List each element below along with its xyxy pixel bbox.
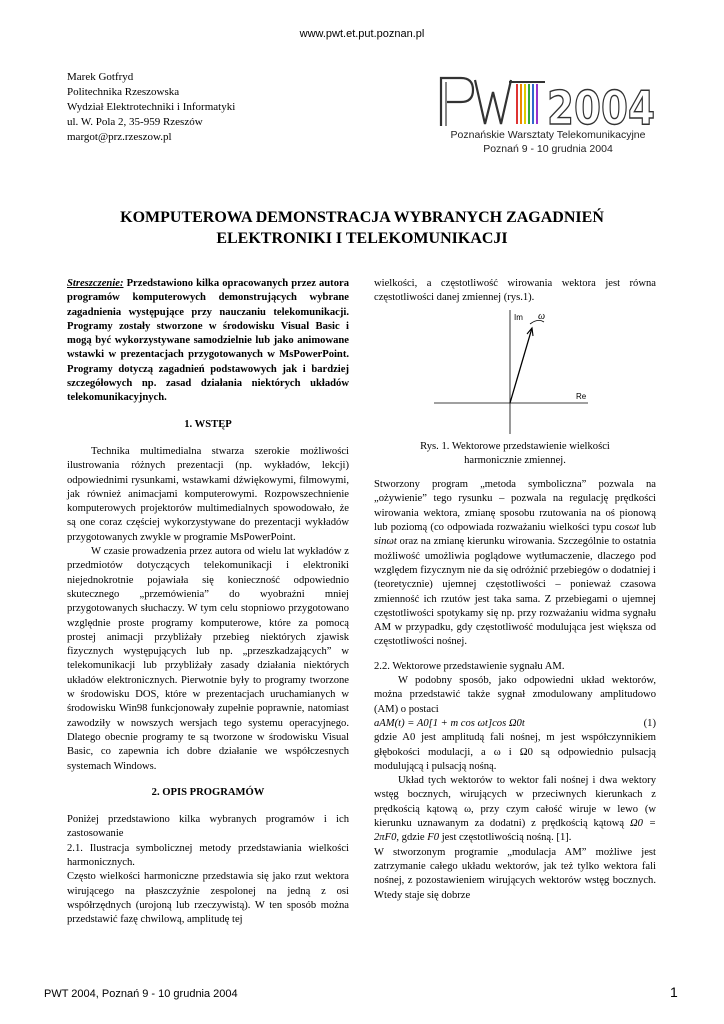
axis-label-im: Im: [514, 312, 523, 322]
right-paragraph-6: W stworzonym programie „modulacja AM” możliwe jest zatrzymanie całego układu wektorów, jak też tylko wektora fali nośnej, z pozostawieniem wirujących wektorów wstęg bocznych. Wtedy staje się dobrze: [374, 846, 656, 901]
author-email: margot@prz.rzeszow.pl: [67, 131, 172, 143]
left-column: [67, 277, 349, 927]
rotating-vector: [510, 328, 532, 403]
cos-expression: cosωt: [614, 522, 640, 534]
am-equation: aAM(t) = A0[1 + m cos ωt]cos Ω0t: [374, 717, 525, 729]
author-address: ul. W. Pola 2, 35-959 Rzeszów: [67, 116, 203, 128]
phasor-diagram: [374, 306, 656, 436]
header-url: www.pwt.et.put.poznan.pl: [299, 28, 425, 40]
abstract: [67, 277, 349, 406]
author-name: Marek Gotfryd: [67, 71, 134, 83]
equation-1: [374, 717, 656, 731]
section-heading-programs: 2. OPIS PROGRAMÓW: [151, 786, 265, 798]
section-heading-intro: 1. WSTĘP: [184, 418, 232, 430]
author-affiliation: Politechnika Rzeszowska: [67, 86, 180, 98]
carrier-frequency-symbol: F0: [427, 832, 440, 844]
right-paragraph-5-part-a: Układ tych wektorów to wektor fali nośnej i dwa wektory wstęg bocznych, wirujących w przeciwnych kierunkach z prędkością kątową ω, przy czym całość wiruje w lewo (w kierunku uznawanym za dodatni) z prędkością kątową: [374, 775, 656, 830]
figure-caption-line-1: Rys. 1. Wektorowe przedstawienie wielkości: [420, 440, 610, 452]
intro-paragraph-1: Technika multimedialna stwarza szerokie możliwości ilustrowania różnych prezentacji (np. wykładów, lekcji) odpowiednimi rysunkami, wstawkami dźwiękowymi, filmowymi, jak również animacjami komputerowymi. Rozpowszechnienie komputerowych projektorów multimedialnych spowodowało, że są one coraz częściej wykorzystywane do prezentacji wykładów przygotowanych zwykle w programie MsPowerPoint.: [67, 445, 349, 543]
right-paragraph-3: W podobny sposób, jako odpowiedni układ wektorów, można przedstawić także sygnał zmodulowany amplitudowo (AM) o postaci: [374, 675, 656, 715]
carrier-pulsation-expression: Ω0 = 2πF0: [374, 818, 656, 844]
right-paragraph-2: [374, 478, 656, 650]
right-paragraph-2-or: lub: [639, 522, 656, 534]
figure-caption-line-2: harmonicznie zmiennej.: [464, 454, 566, 466]
right-column: [374, 277, 656, 903]
right-paragraph-5-part-b: , gdzie: [396, 832, 428, 844]
subsection-2-1-heading: 2.1. Ilustracja symbolicznej metody przedstawiania wielkości harmonicznych.: [67, 842, 349, 868]
author-department: Wydział Elektrotechniki i Informatyki: [67, 101, 236, 113]
paper-title: [40, 207, 684, 249]
axis-label-re: Re: [576, 391, 587, 401]
programs-paragraph-1: Poniżej przedstawiono kilka wybranych programów i ich zastosowanie: [67, 814, 349, 840]
right-paragraph-4: gdzie A0 jest amplitudą fali nośnej, m jest współczynnikiem głębokości modulacji, a ω i Ω0 są odpowiednio pulsacją modulującą i pulsacją nośną.: [374, 732, 656, 772]
right-paragraph-2-part-a: Stworzony program „metoda symboliczna” pozwala na „ożywienie” tego rysunku – pozwala na regulację prędkości wirowania wektora, zmianę sposobu rzutowania na oś pionową lub poziomą (co odpowiada rozważaniu wielkości typu: [374, 479, 656, 534]
right-paragraph-5: [374, 774, 656, 845]
logo-conference-name: Poznańskie Warsztaty Telekomunikacyjne: [450, 129, 646, 141]
abstract-label: Streszczenie:: [67, 278, 124, 289]
right-paragraph-2-part-b: oraz na zmianę kierunku wirowania. Szczególnie to ostatnia możliwość umożliwia poglądowe wytłumaczenie, dlaczego pod względem fizycznym nie da się odróżnić przebiegów o dodatniej i (teoretycznie) ujemnej częstotliwości – ponieważ czasowa zmienność ich rzutów jest taka sama. Z przebiegami o ujemnej częstotliwości spotykamy się np. przy rozważaniu widma sygnału AM w przypadku, gdy częstotliwość modulująca jest większa od częstotliwości nośnej.: [374, 536, 656, 648]
subsection-2-2-heading: 2.2. Wektorowe przedstawienie sygnału AM.: [374, 660, 565, 672]
figure-1: [374, 306, 656, 436]
programs-paragraph-2: Często wielkości harmoniczne przedstawia się jako rzut wektora wirującego na płaszczyźnie zespolonej na jedną z osi współrzędnych (urojoną lub rzeczywistą). W ten sposób można przedstawić fazę chwilową, amplitudę tej: [67, 871, 349, 926]
title-line-2: ELEKTRONIKI I TELEKOMUNIKACJI: [216, 230, 508, 247]
omega-label: ω: [538, 310, 546, 322]
right-paragraph-1: wielkości, a częstotliwość wirowania wektora jest równa częstotliwości danej zmiennej (rys.1).: [374, 278, 656, 304]
abstract-text: Przedstawiono kilka opracowanych przez autora programów komputerowych demonstrujących wybrane zagadnienia występujące przy nauczaniu telekomunikacji. Programy zostały stworzone w środowisku Visual Basic i mogą być wykorzystywane samodzielnie lub jako animowane wstawki w prezentacjach przygotowanych w MsPowerPoint. Programy dotyczą zagadnień podstawowych jak i bardziej szczegółowych np. zasad działania niektórych układów telekomunikacyjnych.: [67, 278, 349, 404]
page-number: 1: [670, 984, 678, 1000]
sin-expression: sinωt: [374, 536, 397, 548]
conference-logo: [433, 62, 663, 172]
logo-year: 2004: [547, 81, 655, 134]
footer-conference: PWT 2004, Poznań 9 - 10 grudnia 2004: [44, 988, 238, 1000]
right-paragraph-5-part-c: jest częstotliwością nośną. [1].: [439, 832, 572, 844]
author-block: [67, 70, 235, 145]
intro-paragraph-2: W czasie prowadzenia przez autora od wielu lat wykładów z przedmiotów dotyczących telekomunikacji i elektroniki niejednokrotnie pojawiała się konieczność odpowiednio skutecznego „przemówienia” do wyobraźni mniej przygotowanych słuchaczy. W tym celu stopniowo przygotowano względnie proste programy komputerowe, które za pomocą prostej animacji przybliżały przebieg niektórych zjawisk fizycznych występujących lub np. „przeszkadzających” w telekomunikacji lub przybliżały zasady działania niektórych układów elektronicznych. Pierwotnie były to programy tworzone w środowisku DOS, które w prezentacjach uruchamianych w środowisku Win98 funkcjonowały zupełnie poprawnie, natomiast zawodziły w nowszych wersjach tego systemu operacyjnego. Dlatego obecnie programy te są tworzone w środowisku Visual Basic, co zapewnia ich dobre działanie we współczesnych systemach Windows.: [67, 546, 349, 772]
equation-number: (1): [643, 717, 656, 729]
pwt-logo-graphic: [433, 62, 663, 134]
logo-conference-date: Poznań 9 - 10 grudnia 2004: [483, 143, 613, 155]
title-line-1: KOMPUTEROWA DEMONSTRACJA WYBRANYCH ZAGADNIEŃ: [120, 209, 604, 226]
